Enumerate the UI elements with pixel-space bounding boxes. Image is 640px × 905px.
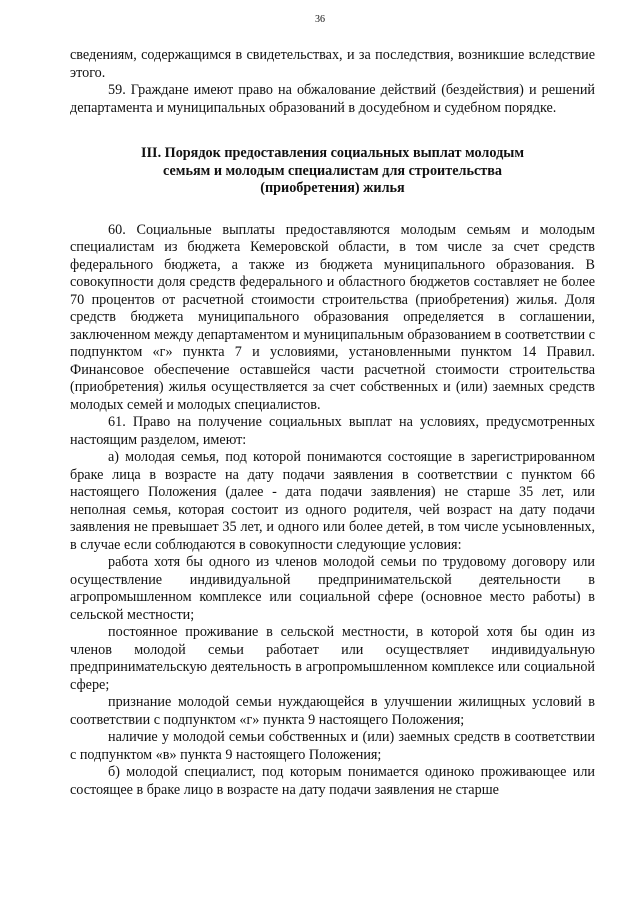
- section-heading-line: (приобретения) жилья: [260, 180, 405, 196]
- paragraph-61: 61. Право на получение социальных выплат на условиях, предусмотренных настоящим разделом, имеют:: [70, 414, 595, 448]
- subparagraph-b: б) молодой специалист, под которым понимается одиноко проживающее или состоящее в браке лицо в возрасте на дату подачи заявления не старше: [70, 764, 595, 798]
- subparagraph-a: а) молодая семья, под которой понимаются состоящие в зарегистрированном браке лица в возрасте на дату подачи заявления в соответствии с пунктом 66 настоящего Положения (далее - дата подачи заявления) не старше 35 лет, или неполная семья, которая состоит из одного родителя, чей возраст на дату подачи заявления не превышает 35 лет, и одного или более детей, в том числе усыновленных, в случае если соблюдаются в совокупности следующие условия:: [70, 449, 595, 553]
- document-body: [70, 47, 595, 799]
- condition-item: работа хотя бы одного из членов молодой семьи по трудовому договору или осуществление индивидуальной предпринимательской деятельности в агропромышленном комплексе или социальной сфере (основное место работы) в сельской местности;: [70, 554, 595, 623]
- section-heading: [70, 145, 595, 198]
- paragraph-60: 60. Социальные выплаты предоставляются молодым семьям и молодым специалистам из бюджета Кемеровской области, в том числе за счет средств федерального бюджета, а также из бюджета муниципального образования. В совокупности доля средств федерального и областного бюджетов составляет не более 70 процентов от расчетной стоимости строительства (приобретения) жилья. Доля средств бюджета муниципального образования определяется в соглашении, заключенном между департаментом и муниципальным образованием в соответствии с подпунктом «г» пункта 7 и условиями, установленными пунктом 14 Правил. Финансовое обеспечение оставшейся части расчетной стоимости строительства (приобретения) жилья осуществляется за счет собственных и (или) заемных средств молодых семей и молодых специалистов.: [70, 221, 595, 413]
- condition-item: признание молодой семьи нуждающейся в улучшении жилищных условий в соответствии с подпунктом «г» пункта 9 настоящего Положения;: [70, 694, 595, 728]
- section-heading-line: семьям и молодым специалистам для строительства: [163, 162, 502, 179]
- paragraph-59: 59. Граждане имеют право на обжалование действий (бездействия) и решений департамента и муниципальных образований в досудебном и судебном порядке.: [70, 82, 595, 116]
- condition-item: наличие у молодой семьи собственных и (или) заемных средств в соответствии с подпунктом «в» пункта 9 настоящего Положения;: [70, 729, 595, 763]
- condition-item: постоянное проживание в сельской местности, в которой хотя бы один из членов молодой семьи работает или осуществляет индивидуальную предпринимательскую деятельность в агропромышленном комплексе или социальной сфере;: [70, 624, 595, 693]
- section-heading-line: III. Порядок предоставления социальных выплат молодым: [141, 145, 524, 161]
- paragraph: сведениям, содержащимся в свидетельствах, и за последствия, возникшие вследствие этого.: [70, 47, 595, 81]
- page-number: 36: [315, 14, 325, 25]
